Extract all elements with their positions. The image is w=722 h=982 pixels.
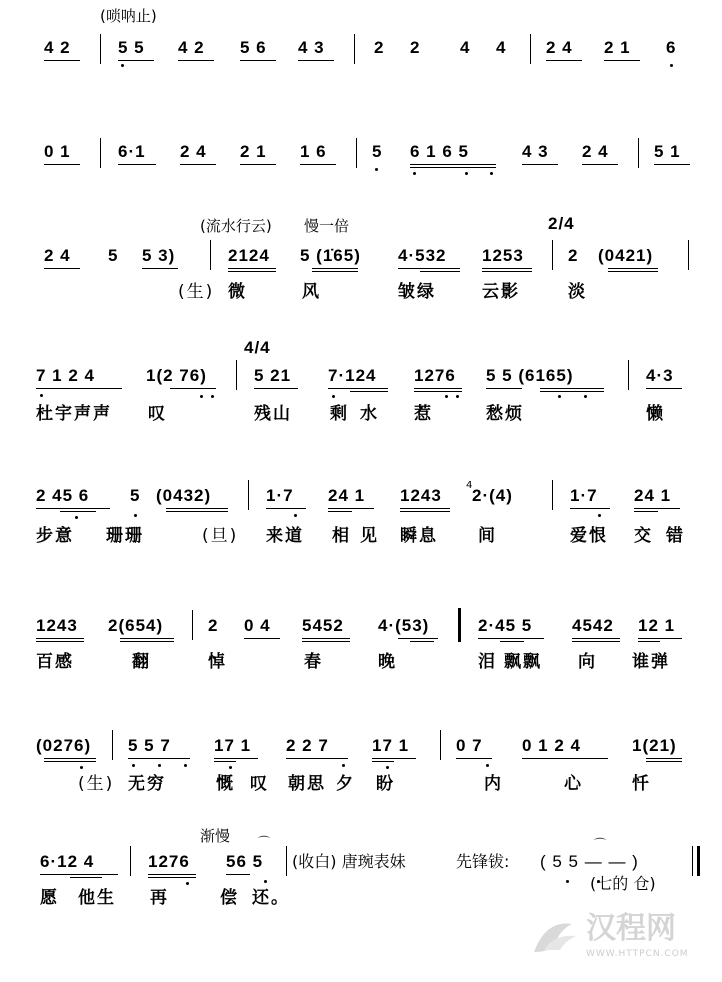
note-group: 0 1 [44, 142, 71, 161]
note-group: 2 [374, 38, 385, 57]
barline [440, 730, 441, 760]
barline [552, 240, 553, 270]
annotation-slow: 慢一倍 [304, 217, 350, 235]
lyric: 夕 [336, 774, 355, 794]
note-group: 6 1 6 5 [410, 142, 469, 161]
lyric: 还。 [252, 888, 290, 908]
lyric: 剩 [330, 404, 349, 424]
note-group: 4 3 [298, 38, 325, 57]
octave-dot [211, 395, 214, 398]
time-signature: 4/4 [244, 338, 271, 357]
underline [328, 511, 352, 512]
underline [44, 60, 80, 61]
underline [120, 638, 174, 639]
underline [300, 164, 336, 165]
octave-dot [134, 514, 137, 517]
underline [302, 638, 350, 639]
lyric: 步意 [36, 526, 74, 546]
underline [214, 758, 258, 759]
underline [572, 638, 620, 639]
octave-dot [486, 764, 489, 767]
note-group: 2 [410, 38, 421, 57]
note-group: 2 4 [44, 246, 71, 265]
underline [604, 60, 640, 61]
lyric: 杜宇声声 [36, 404, 112, 424]
barline [236, 360, 237, 390]
note-group: 4·(53) [378, 616, 430, 635]
lyric: 叹 [250, 774, 269, 794]
octave-dot [670, 64, 673, 67]
note-group: 5 21 [254, 366, 292, 385]
watermark-brand: 汉程网 [586, 911, 676, 946]
lyric: 间 [478, 526, 497, 546]
barline [100, 34, 101, 64]
underline [638, 638, 682, 639]
note-group: 2124 [228, 246, 270, 265]
lyric: 春 [304, 652, 323, 672]
underline [400, 511, 450, 512]
underline [44, 164, 80, 165]
barline [100, 138, 101, 168]
lyric: 皱绿 [398, 282, 436, 302]
barline [458, 608, 461, 642]
spoken-line: (收白) 唐琬表妹 [292, 852, 406, 871]
underline [540, 388, 604, 389]
lyric: 晚 [378, 652, 397, 672]
watermark [526, 908, 716, 968]
underline [456, 758, 492, 759]
octave-dot [456, 395, 459, 398]
lyric: 懒 [646, 404, 665, 424]
note-group: 5 [108, 246, 119, 265]
underline [60, 511, 96, 512]
note-group: 1 6 [300, 142, 327, 161]
annotation-gradually-slow: 渐慢 [200, 827, 231, 845]
underline [40, 874, 118, 875]
lyric: 来道 [266, 526, 304, 546]
underline [608, 271, 658, 272]
lyric: 叹 [148, 404, 167, 424]
underline [572, 641, 620, 642]
underline [410, 167, 496, 168]
underline [646, 758, 682, 759]
note-group: 1243 [400, 486, 442, 505]
gong-syllables: (七的 仓) [590, 874, 656, 893]
octave-dot [121, 64, 124, 67]
gong-label: 先锋钹: [456, 852, 510, 871]
underline [214, 761, 236, 762]
final-barline-thick [697, 846, 700, 876]
underline [44, 758, 96, 759]
lyric: 云影 [482, 282, 520, 302]
lyric: 爱恨 [570, 526, 608, 546]
octave-dot [75, 516, 78, 519]
note-group: 5 (1̇65) [300, 246, 361, 265]
lyric: 谁弹 [632, 652, 670, 672]
underline [254, 388, 298, 389]
lyric: 风 [302, 282, 321, 302]
note-group: (0276) [36, 736, 92, 755]
octave-dot [584, 395, 587, 398]
lyric: 飘飘 [504, 652, 542, 672]
barline [530, 34, 531, 64]
time-signature: 2/4 [548, 214, 575, 233]
octave-dot [294, 514, 297, 517]
note-group: 1·7 [266, 486, 294, 505]
underline [420, 271, 460, 272]
note-group: 2 2 7 [286, 736, 329, 755]
lyric: (旦) [202, 526, 239, 546]
lyric: 内 [484, 774, 503, 794]
underline [546, 60, 582, 61]
underline [36, 388, 122, 389]
lyric: 愁烦 [486, 404, 524, 424]
lyric: 盼 [376, 774, 395, 794]
octave-dot [186, 882, 189, 885]
note-group: 1·7 [570, 486, 598, 505]
note-group: 5 5 [118, 38, 145, 57]
underline [118, 60, 154, 61]
underline [372, 761, 394, 762]
underline [646, 761, 682, 762]
note-group: 2(654) [108, 616, 164, 635]
note-group: 5 6 [240, 38, 267, 57]
octave-dot [342, 764, 345, 767]
octave-dot [465, 172, 468, 175]
note-group: 2 [208, 616, 219, 635]
underline [540, 391, 604, 392]
lyric: 惹 [414, 404, 433, 424]
lyric: 泪 [478, 652, 497, 672]
lyric: 再 [150, 888, 169, 908]
underline [482, 271, 532, 272]
barline [286, 846, 287, 876]
octave-dot [375, 168, 378, 171]
underline [170, 388, 216, 389]
underline [228, 268, 276, 269]
underline [120, 641, 174, 642]
note-group: 17 1 [214, 736, 252, 755]
lyric: 他生 [78, 888, 116, 908]
lyric: 悼 [208, 652, 227, 672]
underline [142, 268, 178, 269]
note-group: 0 1 2 4 [522, 736, 581, 755]
note-group: 4·532 [398, 246, 447, 265]
fermata-icon: ⌒ [594, 837, 607, 851]
underline [312, 268, 358, 269]
lyric: 翻 [132, 652, 151, 672]
note-group: 2 45 6 [36, 486, 90, 505]
underline [486, 388, 522, 389]
underline [166, 508, 228, 509]
underline [118, 164, 156, 165]
lyric: 错 [666, 526, 685, 546]
underline [398, 268, 460, 269]
octave-dot [598, 514, 601, 517]
underline [228, 271, 276, 272]
underline [302, 641, 350, 642]
barline [552, 480, 553, 510]
lyric: 见 [360, 526, 379, 546]
fermata-icon: ⌒ [258, 835, 271, 849]
barline [638, 138, 639, 168]
note-group: 5 5 7 [128, 736, 171, 755]
octave-dot [184, 764, 187, 767]
note-group: 5452 [302, 616, 344, 635]
note-group: 5 [130, 486, 141, 505]
underline [500, 641, 524, 642]
lyric: 心 [564, 774, 583, 794]
gong-notes: ( 5 5 — — ) [540, 852, 639, 871]
underline [226, 874, 250, 875]
note-group: 6·12 4 [40, 852, 95, 871]
barline [210, 240, 211, 270]
note-group: 1276 [148, 852, 190, 871]
underline [634, 511, 658, 512]
note-group: 4 2 [178, 38, 205, 57]
underline [244, 638, 280, 639]
note-group: 0 7 [456, 736, 483, 755]
note-group: 56 5 [226, 852, 264, 871]
octave-dot [332, 395, 335, 398]
underline [582, 164, 618, 165]
note-group: 4 3 [522, 142, 549, 161]
note-group: 2·45 5 [478, 616, 533, 635]
underline [372, 758, 416, 759]
underline [398, 638, 438, 639]
lyric: 微 [228, 282, 247, 302]
underline [328, 508, 374, 509]
note-group: 6 [666, 38, 677, 57]
underline [36, 641, 84, 642]
lyric: 偿 [220, 888, 239, 908]
underline [266, 508, 306, 509]
underline [298, 60, 334, 61]
note-group: 2 [568, 246, 579, 265]
octave-dot [132, 764, 135, 767]
lyric: (生) [78, 774, 115, 794]
underline [608, 268, 658, 269]
note-group: 7 1 2 4 [36, 366, 95, 385]
barline [628, 360, 629, 390]
barline [688, 240, 689, 270]
underline [148, 874, 196, 875]
note-group: 5 5 (6165) [486, 366, 574, 385]
note-group: (0421) [598, 246, 654, 265]
annotation-suona-stop: (唢呐止) [100, 7, 157, 25]
note-group: 5 1 [654, 142, 681, 161]
note-group: 2 1 [604, 38, 631, 57]
octave-dot [413, 172, 416, 175]
underline [286, 758, 348, 759]
note-group: 4 2 [44, 38, 71, 57]
underline [180, 164, 216, 165]
lyric: 相 [332, 526, 351, 546]
lyric: 水 [360, 404, 379, 424]
octave-dot [264, 880, 267, 883]
underline [400, 508, 450, 509]
note-group: 1243 [36, 616, 78, 635]
underline [240, 60, 276, 61]
underline [654, 164, 690, 165]
note-group: 17 1 [372, 736, 410, 755]
underline [44, 761, 96, 762]
octave-dot [200, 395, 203, 398]
underline [240, 164, 276, 165]
annotation-tempo: (流水行云) [200, 217, 272, 235]
brand-logo-icon [526, 912, 586, 962]
barline [248, 480, 249, 510]
barline [130, 846, 131, 876]
note-group: 0 4 [244, 616, 271, 635]
underline [328, 388, 388, 389]
underline [44, 268, 80, 269]
note-group: 2·(4) [472, 486, 513, 505]
note-group: 2 4 [180, 142, 207, 161]
lyric: 珊珊 [106, 526, 144, 546]
note-group: (0432) [156, 486, 212, 505]
underline [414, 391, 462, 392]
barline [354, 34, 355, 64]
note-group: 1276 [414, 366, 456, 385]
lyric: 忏 [632, 774, 651, 794]
lyric: 交 [634, 526, 653, 546]
underline [646, 388, 682, 389]
octave-dot [386, 766, 389, 769]
octave-dot [80, 766, 83, 769]
note-group: 24 1 [328, 486, 366, 505]
lyric: 百感 [36, 652, 74, 672]
underline [70, 877, 102, 878]
note-group: 4 [496, 38, 507, 57]
watermark-url: WWW.HTTPCN.COM [586, 949, 689, 959]
octave-dot [158, 764, 161, 767]
note-group: 24 1 [634, 486, 672, 505]
lyric: (生) [178, 282, 215, 302]
grace-note: 4 [466, 480, 473, 491]
underline [166, 511, 228, 512]
underline [36, 638, 84, 639]
octave-dot [566, 880, 569, 883]
note-group: 2 1 [240, 142, 267, 161]
octave-dot [490, 172, 493, 175]
note-group: 4 [460, 38, 471, 57]
barline [356, 138, 357, 168]
barline [192, 610, 193, 640]
underline [178, 60, 214, 61]
octave-dot [558, 395, 561, 398]
octave-dot [229, 766, 232, 769]
note-group: 1(21) [632, 736, 677, 755]
barline [112, 730, 113, 760]
underline [414, 388, 462, 389]
underline [638, 641, 660, 642]
lyric: 瞬息 [400, 526, 438, 546]
lyric: 慨 [216, 774, 235, 794]
underline [522, 164, 558, 165]
note-group: 5 [372, 142, 383, 161]
underline [482, 268, 532, 269]
underline [312, 271, 358, 272]
underline [350, 391, 388, 392]
lyric: 残山 [254, 404, 292, 424]
underline [570, 508, 610, 509]
lyric: 淡 [568, 282, 587, 302]
note-group: 2 4 [582, 142, 609, 161]
underline [522, 758, 608, 759]
note-group: 4·3 [646, 366, 674, 385]
underline [148, 877, 196, 878]
note-group: 2 4 [546, 38, 573, 57]
note-group: 4542 [572, 616, 614, 635]
lyric: 朝思 [288, 774, 326, 794]
note-group: 6·1 [118, 142, 146, 161]
note-group: 1253 [482, 246, 524, 265]
note-group: 5 3) [142, 246, 176, 265]
underline [410, 641, 434, 642]
lyric: 无穷 [128, 774, 166, 794]
underline [410, 164, 496, 165]
note-group: 1(2 76) [146, 366, 207, 385]
final-barline [692, 846, 693, 876]
note-group: 7·124 [328, 366, 377, 385]
lyric: 愿 [40, 888, 59, 908]
octave-dot [40, 394, 43, 397]
underline [36, 508, 110, 509]
octave-dot [445, 395, 448, 398]
underline [478, 638, 544, 639]
underline [634, 508, 680, 509]
underline [128, 758, 190, 759]
note-group: 12 1 [638, 616, 676, 635]
lyric: 向 [578, 652, 597, 672]
